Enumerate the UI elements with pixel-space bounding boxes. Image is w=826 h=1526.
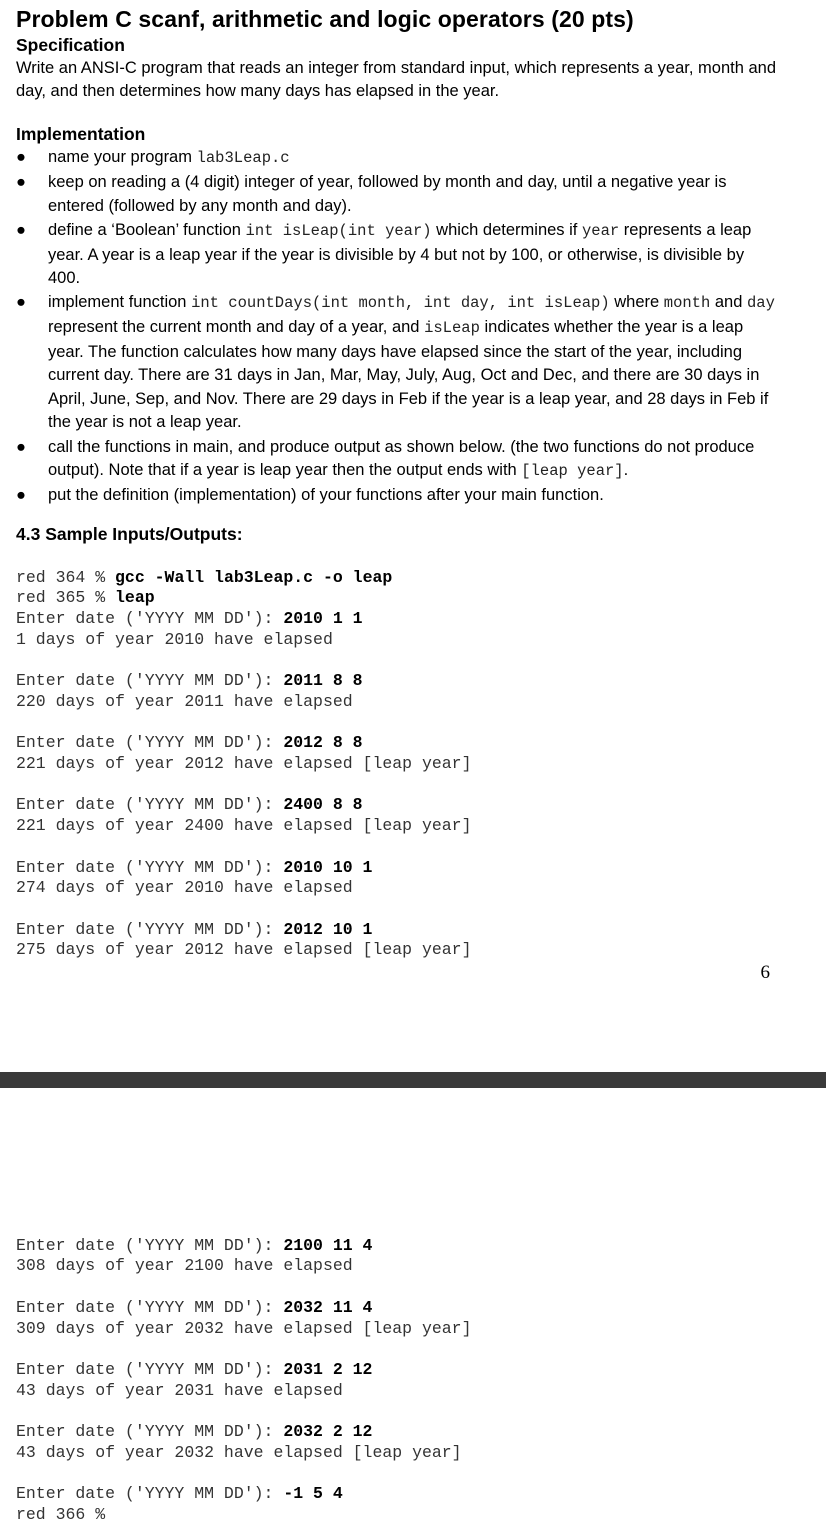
problem-title: Problem C scanf, arithmetic and logic operators (20 pts) <box>16 6 634 32</box>
enter-prompt: Enter date ('YYYY MM DD'): <box>16 671 284 691</box>
compile-command: gcc -Wall lab3Leap.c -o leap <box>115 567 393 587</box>
list-item: ● implement function int countDays(int month, int day, int isLeap) where month and day represent the current month and day of a year, and isLeap indicates whether the year is a leap year. The function calculates how many days have elapsed since the start of the year, including current day. There are 31 days in Jan, Mar, May, July, Aug, Oct and Dec, and there are 30 days in April, June, Sep, and Nov. There are 29 days in Feb if the year is a leap year, and 28 days in Feb if the year is not a leap year. <box>16 293 775 432</box>
program-output: 309 days of year 2032 have elapsed [leap year] <box>16 1318 472 1338</box>
list-item: ● define a ‘Boolean’ function int isLeap(int year) which determines if year represents a leap year. A year is a leap year if the year is divisible by 4 but not by 100, or otherwise, is divisible by 400. <box>16 220 752 288</box>
program-output: 43 days of year 2032 have elapsed [leap year] <box>16 1442 462 1462</box>
implementation-heading: Implementation <box>16 124 146 144</box>
shell-prompt: red 364 % <box>16 567 116 587</box>
user-input: 2032 11 4 <box>283 1297 373 1317</box>
user-input: 2012 10 1 <box>283 919 373 939</box>
sample-heading: 4.3 Sample Inputs/Outputs: <box>16 524 243 544</box>
program-output: 43 days of year 2031 have elapsed <box>16 1380 343 1400</box>
program-output: 308 days of year 2100 have elapsed <box>16 1256 353 1276</box>
user-input: 2400 8 8 <box>283 795 363 815</box>
specification-text: Write an ANSI-C program that reads an integer from standard input, which represents a year, month and day, and then determines how many days has elapsed in the year. <box>16 59 776 100</box>
enter-prompt: Enter date ('YYYY MM DD'): <box>16 733 284 753</box>
user-input: -1 5 4 <box>283 1484 343 1504</box>
program-output: 275 days of year 2012 have elapsed [leap year] <box>16 940 472 960</box>
enter-prompt: Enter date ('YYYY MM DD'): <box>16 1235 284 1255</box>
user-input: 2012 8 8 <box>283 733 363 753</box>
enter-prompt: Enter date ('YYYY MM DD'): <box>16 857 284 877</box>
user-input: 2010 10 1 <box>283 857 373 877</box>
program-output: 1 days of year 2010 have elapsed <box>16 629 333 649</box>
program-output: 274 days of year 2010 have elapsed <box>16 878 353 898</box>
implementation-list <box>0 146 826 508</box>
enter-prompt: Enter date ('YYYY MM DD'): <box>16 1484 284 1504</box>
page-number: 6 <box>760 962 770 983</box>
enter-prompt: Enter date ('YYYY MM DD'): <box>16 919 284 939</box>
user-input: 2010 1 1 <box>283 609 363 629</box>
terminal-session-page-2 <box>16 1215 471 1526</box>
program-output: 220 days of year 2011 have elapsed <box>16 691 353 711</box>
list-item: ● keep on reading a (4 digit) integer of year, followed by month and day, until a negative year is entered (followed by any month and day). <box>16 173 727 215</box>
list-item: ● put the definition (implementation) of your functions after your main function. <box>16 486 604 505</box>
run-command: leap <box>115 588 155 608</box>
user-input: 2031 2 12 <box>283 1359 373 1379</box>
specification-heading: Specification <box>16 35 125 55</box>
document-page-2 <box>0 1088 826 1524</box>
enter-prompt: Enter date ('YYYY MM DD'): <box>16 1422 284 1442</box>
program-output: 221 days of year 2012 have elapsed [leap year] <box>16 754 472 774</box>
shell-prompt: red 365 % <box>16 588 116 608</box>
enter-prompt: Enter date ('YYYY MM DD'): <box>16 609 284 629</box>
user-input: 2011 8 8 <box>283 671 363 691</box>
page-separator <box>0 1072 826 1088</box>
shell-prompt: red 366 % <box>16 1504 106 1524</box>
list-item: ● call the functions in main, and produce output as shown below. (the two functions do not produce output). Note that if a year is leap year then the output ends with [leap year]. <box>16 437 755 481</box>
terminal-session-page-1 <box>16 547 471 961</box>
list-item: ● name your program lab3Leap.c <box>16 148 290 167</box>
enter-prompt: Enter date ('YYYY MM DD'): <box>16 795 284 815</box>
enter-prompt: Enter date ('YYYY MM DD'): <box>16 1297 284 1317</box>
enter-prompt: Enter date ('YYYY MM DD'): <box>16 1359 284 1379</box>
program-output: 221 days of year 2400 have elapsed [leap year] <box>16 816 472 836</box>
user-input: 2032 2 12 <box>283 1422 373 1442</box>
user-input: 2100 11 4 <box>283 1235 373 1255</box>
